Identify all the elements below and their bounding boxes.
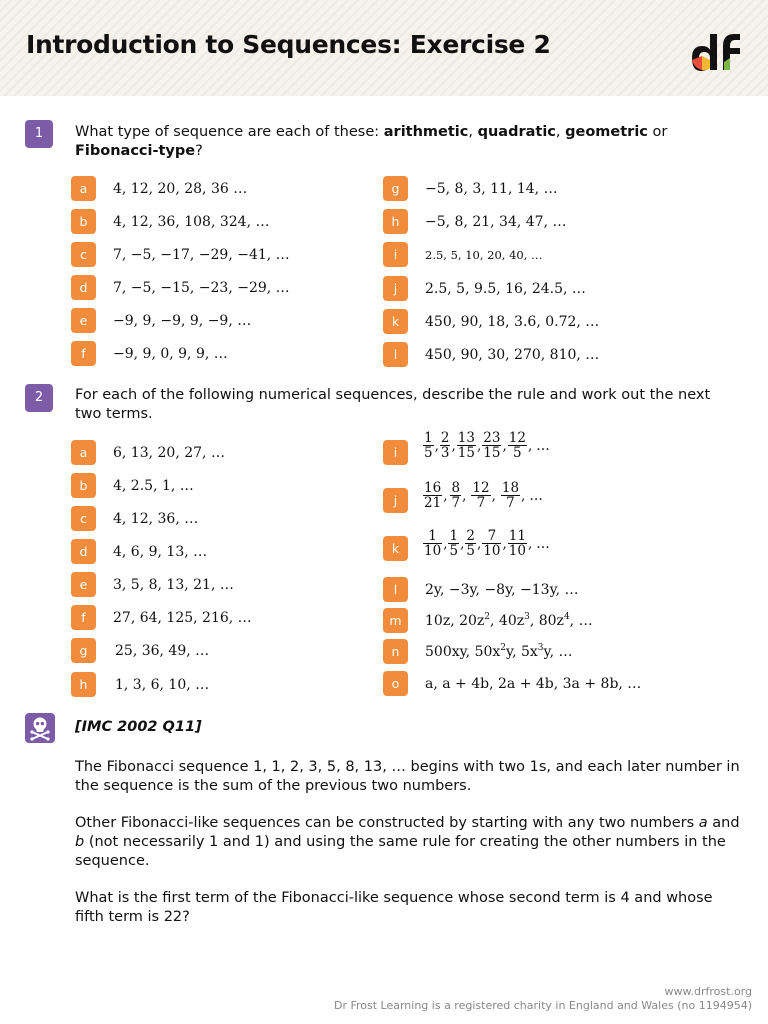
part-label: e xyxy=(71,308,96,333)
part-label: g xyxy=(71,638,96,663)
fraction: 1 5 xyxy=(424,430,433,462)
sequence-expression: −9, 9, 0, 9, 9, … xyxy=(113,346,228,362)
fraction: 23 15 xyxy=(483,430,501,462)
question-1-text: What type of sequence are each of these: arithmetic, quadratic, geometric or Fibonacci-type? xyxy=(75,124,668,159)
sequence-expression: 4, 12, 36, … xyxy=(113,511,199,527)
fraction: 18 7 xyxy=(501,480,520,512)
sequence-expression: −9, 9, −9, 9, −9, … xyxy=(113,313,252,329)
part-label: f xyxy=(71,341,96,366)
part-label: a xyxy=(71,440,96,465)
q3-paragraph-2: Other Fibonacci-like sequences can be constructed by starting with any two numbers a and b (not necessarily 1 and 1) and using the same rule for creating the other numbers in the sequence. xyxy=(75,815,740,869)
part-label: i xyxy=(383,242,408,267)
part-label: d xyxy=(71,539,96,564)
fraction: 1 5 xyxy=(449,528,459,560)
part-label: k xyxy=(383,536,408,561)
part-label: l xyxy=(383,577,408,602)
fraction: 16 21 xyxy=(424,480,442,512)
skull-crossbones-icon xyxy=(25,713,55,743)
sequence-expression: a, a + 4b, 2a + 4b, 3a + 8b, … xyxy=(425,676,642,692)
part-label: h xyxy=(71,672,96,697)
fraction-sequence: 16 21 , 8 7 , 12 7 , 18 7 , … xyxy=(424,480,543,512)
part-label: k xyxy=(383,309,408,334)
footer-url: www.drfrost.org xyxy=(664,985,752,998)
part-label: c xyxy=(71,506,96,531)
sequence-expression: −5, 8, 3, 11, 14, … xyxy=(425,181,558,197)
sequence-expression: 7, −5, −15, −23, −29, … xyxy=(113,280,290,296)
drfrost-logo xyxy=(688,28,748,72)
fraction-sequence: 1 10 , 1 5 , 2 5 , 7 10 , 11 10 , … xyxy=(424,528,550,560)
part-label: l xyxy=(383,342,408,367)
sequence-expression: 7, −5, −17, −29, −41, … xyxy=(113,247,290,263)
sequence-expression: 3, 5, 8, 13, 21, … xyxy=(113,577,234,593)
page-title: Introduction to Sequences: Exercise 2 xyxy=(26,30,551,59)
footer-charity-note: Dr Frost Learning is a registered charity in England and Wales (no 1194954) xyxy=(333,999,752,1012)
fraction-sequence: 1 5 , 2 3 , 13 15 , 23 15 , 12 5 , … xyxy=(424,430,550,462)
source-reference: [IMC 2002 Q11] xyxy=(75,719,202,735)
part-label: j xyxy=(383,488,408,513)
sequence-expression: 6, 13, 20, 27, … xyxy=(113,445,225,461)
fraction: 12 5 xyxy=(508,430,526,462)
part-label: b xyxy=(71,209,96,234)
sequence-expression: 27, 64, 125, 216, … xyxy=(113,610,252,626)
fraction: 7 10 xyxy=(483,528,501,560)
part-label: c xyxy=(71,242,96,267)
part-label: d xyxy=(71,275,96,300)
fraction: 2 5 xyxy=(466,528,475,560)
question-1-badge: 1 xyxy=(25,120,53,148)
fraction: 8 7 xyxy=(451,480,461,512)
sequence-expression: 4, 6, 9, 13, … xyxy=(113,544,208,560)
part-label: h xyxy=(383,209,408,234)
sequence-expression: 10z, $20z^2$, $40z^3$, $80z^4$, … xyxy=(425,612,593,629)
part-label: j xyxy=(383,276,408,301)
part-label: g xyxy=(383,176,408,201)
fraction: 11 10 xyxy=(508,528,526,560)
part-label: m xyxy=(383,608,408,633)
fraction: 2 3 xyxy=(440,430,450,462)
part-label: n xyxy=(383,639,408,664)
sequence-expression: 2y, −3y, −8y, −13y, … xyxy=(425,582,579,598)
sequence-expression: 25, 36, 49, … xyxy=(115,643,210,659)
q3-paragraph-3: What is the first term of the Fibonacci-like sequence whose second term is 4 and whose fifth term is 22? xyxy=(75,890,713,925)
fraction: 13 15 xyxy=(457,430,475,462)
sequence-expression: 4, 12, 36, 108, 324, … xyxy=(113,214,270,230)
sequence-expression: 500xy, $50x^2y$, $5x^3y$, … xyxy=(425,643,573,660)
part-label: o xyxy=(383,671,408,696)
fraction: 1 10 xyxy=(424,528,442,560)
part-label: f xyxy=(71,605,96,630)
sequence-expression: 450, 90, 30, 270, 810, … xyxy=(425,347,600,363)
part-label: e xyxy=(71,572,96,597)
q3-paragraph-1: The Fibonacci sequence 1, 1, 2, 3, 5, 8, 13, … begins with two 1s, and each later number in the sequence is the sum of the previous two numbers. xyxy=(75,759,740,794)
part-label: b xyxy=(71,473,96,498)
sequence-expression: 1, 3, 6, 10, … xyxy=(115,677,210,693)
question-2-text: For each of the following numerical sequences, describe the rule and work out the next two terms. xyxy=(75,387,711,422)
part-label: a xyxy=(71,176,96,201)
fraction: 12 7 xyxy=(472,480,490,512)
sequence-expression: −5, 8, 21, 34, 47, … xyxy=(425,214,567,230)
part-label: i xyxy=(383,440,408,465)
sequence-expression: 2.5, 5, 10, 20, 40, … xyxy=(425,248,543,262)
sequence-expression: 2.5, 5, 9.5, 16, 24.5, … xyxy=(425,281,586,297)
question-2-badge: 2 xyxy=(25,384,53,412)
sequence-expression: 4, 2.5, 1, … xyxy=(113,478,194,494)
sequence-expression: 4, 12, 20, 28, 36 … xyxy=(113,181,248,197)
page-header xyxy=(0,0,768,96)
sequence-expression: 450, 90, 18, 3.6, 0.72, … xyxy=(425,314,600,330)
